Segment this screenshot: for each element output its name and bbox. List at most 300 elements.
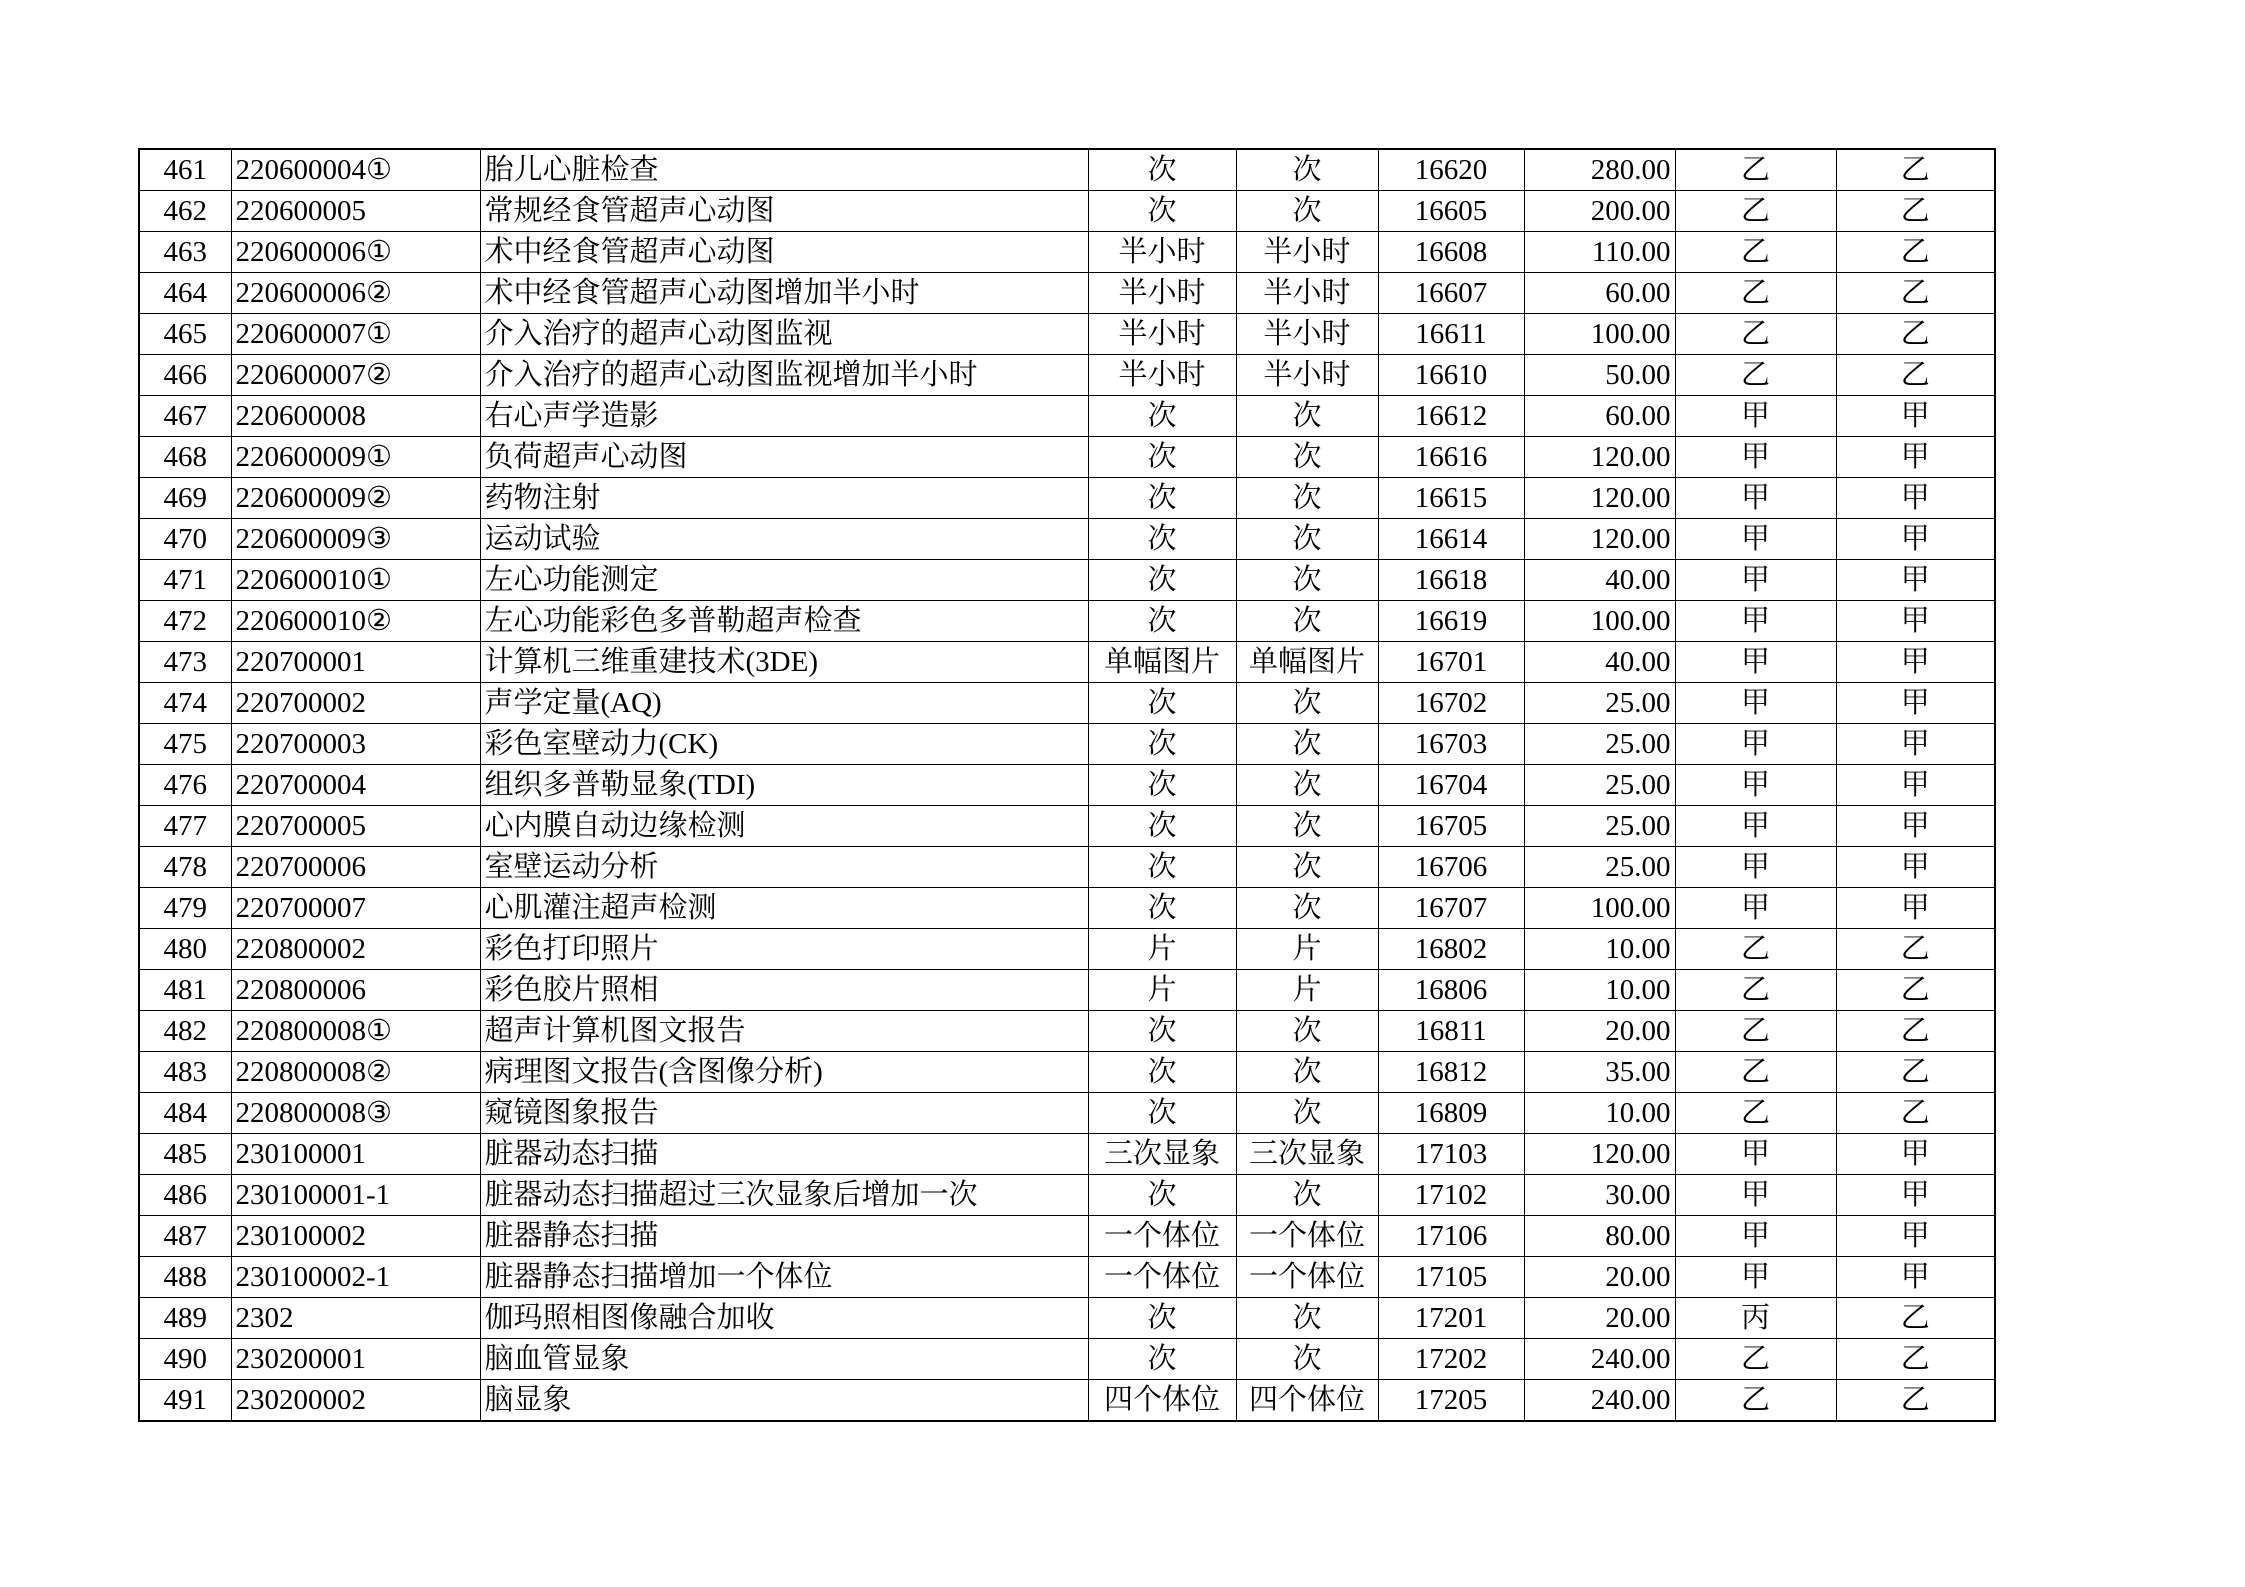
table-row — [139, 1134, 1995, 1175]
pricing-unit-cell: 片 — [1088, 929, 1236, 970]
row-number-cell: 472 — [139, 601, 231, 642]
price-cell: 20.00 — [1524, 1011, 1675, 1052]
price-cell: 10.00 — [1524, 1093, 1675, 1134]
item-name-cell: 常规经食管超声心动图 — [480, 191, 1088, 232]
item-code-cell: 220600010① — [231, 560, 480, 601]
billing-unit-cell: 次 — [1236, 847, 1378, 888]
category-a-cell: 甲 — [1675, 396, 1836, 437]
billing-unit-cell: 次 — [1236, 437, 1378, 478]
table-row — [139, 847, 1995, 888]
category-b-cell: 甲 — [1836, 683, 1995, 724]
item-serial-cell: 16703 — [1378, 724, 1524, 765]
item-name-cell: 介入治疗的超声心动图监视增加半小时 — [480, 355, 1088, 396]
category-a-cell: 乙 — [1675, 232, 1836, 273]
item-code-cell: 220600006② — [231, 273, 480, 314]
item-name-cell: 声学定量(AQ) — [480, 683, 1088, 724]
price-cell: 240.00 — [1524, 1380, 1675, 1422]
pricing-unit-cell: 三次显象 — [1088, 1134, 1236, 1175]
category-a-cell: 乙 — [1675, 970, 1836, 1011]
item-code-cell: 230200001 — [231, 1339, 480, 1380]
category-a-cell: 乙 — [1675, 929, 1836, 970]
category-b-cell: 甲 — [1836, 724, 1995, 765]
pricing-unit-cell: 四个体位 — [1088, 1380, 1236, 1422]
price-cell: 120.00 — [1524, 478, 1675, 519]
billing-unit-cell: 片 — [1236, 929, 1378, 970]
pricing-unit-cell: 次 — [1088, 437, 1236, 478]
pricing-unit-cell: 次 — [1088, 1011, 1236, 1052]
item-code-cell: 220700006 — [231, 847, 480, 888]
billing-unit-cell: 次 — [1236, 888, 1378, 929]
item-code-cell: 220600007① — [231, 314, 480, 355]
pricing-unit-cell: 次 — [1088, 478, 1236, 519]
item-name-cell: 彩色打印照片 — [480, 929, 1088, 970]
category-b-cell: 甲 — [1836, 1257, 1995, 1298]
billing-unit-cell: 半小时 — [1236, 355, 1378, 396]
item-code-cell: 220800008① — [231, 1011, 480, 1052]
row-number-cell: 461 — [139, 149, 231, 191]
category-b-cell: 甲 — [1836, 806, 1995, 847]
pricing-unit-cell: 次 — [1088, 191, 1236, 232]
item-code-cell: 220700001 — [231, 642, 480, 683]
item-serial-cell: 16612 — [1378, 396, 1524, 437]
price-cell: 60.00 — [1524, 273, 1675, 314]
category-b-cell: 甲 — [1836, 560, 1995, 601]
item-code-cell: 220700003 — [231, 724, 480, 765]
pricing-unit-cell: 次 — [1088, 847, 1236, 888]
category-b-cell: 甲 — [1836, 478, 1995, 519]
pricing-unit-cell: 片 — [1088, 970, 1236, 1011]
category-b-cell: 乙 — [1836, 314, 1995, 355]
billing-unit-cell: 半小时 — [1236, 314, 1378, 355]
price-cell: 50.00 — [1524, 355, 1675, 396]
billing-unit-cell: 次 — [1236, 519, 1378, 560]
item-code-cell: 220600009③ — [231, 519, 480, 560]
item-serial-cell: 17102 — [1378, 1175, 1524, 1216]
item-serial-cell: 16704 — [1378, 765, 1524, 806]
table-row — [139, 642, 1995, 683]
category-a-cell: 甲 — [1675, 560, 1836, 601]
price-cell: 25.00 — [1524, 724, 1675, 765]
category-a-cell: 甲 — [1675, 642, 1836, 683]
table-row — [139, 1011, 1995, 1052]
table-row — [139, 437, 1995, 478]
item-name-cell: 药物注射 — [480, 478, 1088, 519]
category-a-cell: 甲 — [1675, 1175, 1836, 1216]
item-name-cell: 室壁运动分析 — [480, 847, 1088, 888]
item-name-cell: 胎儿心脏检查 — [480, 149, 1088, 191]
row-number-cell: 489 — [139, 1298, 231, 1339]
row-number-cell: 473 — [139, 642, 231, 683]
item-code-cell: 220800002 — [231, 929, 480, 970]
category-b-cell: 甲 — [1836, 601, 1995, 642]
row-number-cell: 480 — [139, 929, 231, 970]
row-number-cell: 485 — [139, 1134, 231, 1175]
category-a-cell: 乙 — [1675, 1093, 1836, 1134]
row-number-cell: 474 — [139, 683, 231, 724]
table-row — [139, 683, 1995, 724]
item-serial-cell: 16812 — [1378, 1052, 1524, 1093]
price-cell: 100.00 — [1524, 314, 1675, 355]
row-number-cell: 465 — [139, 314, 231, 355]
row-number-cell: 481 — [139, 970, 231, 1011]
category-a-cell: 乙 — [1675, 355, 1836, 396]
item-code-cell: 220600004① — [231, 149, 480, 191]
item-code-cell: 220700007 — [231, 888, 480, 929]
category-a-cell: 乙 — [1675, 191, 1836, 232]
item-code-cell: 220800006 — [231, 970, 480, 1011]
pricing-unit-cell: 半小时 — [1088, 273, 1236, 314]
item-name-cell: 脏器动态扫描 — [480, 1134, 1088, 1175]
price-cell: 200.00 — [1524, 191, 1675, 232]
item-serial-cell: 16619 — [1378, 601, 1524, 642]
row-number-cell: 468 — [139, 437, 231, 478]
price-cell: 100.00 — [1524, 888, 1675, 929]
price-cell: 80.00 — [1524, 1216, 1675, 1257]
category-a-cell: 甲 — [1675, 683, 1836, 724]
item-serial-cell: 16706 — [1378, 847, 1524, 888]
billing-unit-cell: 次 — [1236, 1093, 1378, 1134]
category-b-cell: 乙 — [1836, 970, 1995, 1011]
row-number-cell: 479 — [139, 888, 231, 929]
item-name-cell: 伽玛照相图像融合加收 — [480, 1298, 1088, 1339]
category-a-cell: 甲 — [1675, 601, 1836, 642]
table-row — [139, 314, 1995, 355]
category-b-cell: 甲 — [1836, 642, 1995, 683]
pricing-unit-cell: 次 — [1088, 765, 1236, 806]
category-a-cell: 甲 — [1675, 1134, 1836, 1175]
pricing-unit-cell: 次 — [1088, 1298, 1236, 1339]
item-serial-cell: 16806 — [1378, 970, 1524, 1011]
category-b-cell: 甲 — [1836, 437, 1995, 478]
pricing-unit-cell: 半小时 — [1088, 355, 1236, 396]
table-row — [139, 888, 1995, 929]
pricing-unit-cell: 单幅图片 — [1088, 642, 1236, 683]
row-number-cell: 478 — [139, 847, 231, 888]
item-name-cell: 脏器静态扫描 — [480, 1216, 1088, 1257]
row-number-cell: 471 — [139, 560, 231, 601]
billing-unit-cell: 单幅图片 — [1236, 642, 1378, 683]
category-b-cell: 甲 — [1836, 396, 1995, 437]
pricing-unit-cell: 次 — [1088, 683, 1236, 724]
billing-unit-cell: 次 — [1236, 560, 1378, 601]
item-name-cell: 彩色胶片照相 — [480, 970, 1088, 1011]
price-cell: 25.00 — [1524, 683, 1675, 724]
category-b-cell: 乙 — [1836, 1298, 1995, 1339]
pricing-unit-cell: 一个体位 — [1088, 1216, 1236, 1257]
table-row — [139, 806, 1995, 847]
item-serial-cell: 16608 — [1378, 232, 1524, 273]
item-serial-cell: 17205 — [1378, 1380, 1524, 1422]
billing-unit-cell: 次 — [1236, 191, 1378, 232]
item-name-cell: 窥镜图象报告 — [480, 1093, 1088, 1134]
price-cell: 280.00 — [1524, 149, 1675, 191]
price-cell: 40.00 — [1524, 560, 1675, 601]
category-a-cell: 甲 — [1675, 888, 1836, 929]
table-row — [139, 1298, 1995, 1339]
price-cell: 240.00 — [1524, 1339, 1675, 1380]
item-code-cell: 220600008 — [231, 396, 480, 437]
category-a-cell: 乙 — [1675, 273, 1836, 314]
category-a-cell: 乙 — [1675, 149, 1836, 191]
category-a-cell: 甲 — [1675, 806, 1836, 847]
item-serial-cell: 17106 — [1378, 1216, 1524, 1257]
billing-unit-cell: 次 — [1236, 724, 1378, 765]
pricing-unit-cell: 一个体位 — [1088, 1257, 1236, 1298]
category-a-cell: 乙 — [1675, 314, 1836, 355]
pricing-unit-cell: 次 — [1088, 560, 1236, 601]
item-name-cell: 脑血管显象 — [480, 1339, 1088, 1380]
item-serial-cell: 16705 — [1378, 806, 1524, 847]
pricing-unit-cell: 次 — [1088, 1052, 1236, 1093]
category-a-cell: 甲 — [1675, 478, 1836, 519]
category-a-cell: 甲 — [1675, 1257, 1836, 1298]
billing-unit-cell: 次 — [1236, 1052, 1378, 1093]
table-row — [139, 1339, 1995, 1380]
item-serial-cell: 16702 — [1378, 683, 1524, 724]
category-b-cell: 乙 — [1836, 1052, 1995, 1093]
item-name-cell: 脏器静态扫描增加一个体位 — [480, 1257, 1088, 1298]
pricing-unit-cell: 次 — [1088, 1093, 1236, 1134]
pricing-unit-cell: 次 — [1088, 806, 1236, 847]
item-name-cell: 计算机三维重建技术(3DE) — [480, 642, 1088, 683]
table-row — [139, 191, 1995, 232]
item-serial-cell: 16611 — [1378, 314, 1524, 355]
category-b-cell: 甲 — [1836, 888, 1995, 929]
billing-unit-cell: 半小时 — [1236, 232, 1378, 273]
billing-unit-cell: 次 — [1236, 1175, 1378, 1216]
item-code-cell: 220600010② — [231, 601, 480, 642]
row-number-cell: 482 — [139, 1011, 231, 1052]
price-cell: 30.00 — [1524, 1175, 1675, 1216]
item-code-cell: 230200002 — [231, 1380, 480, 1422]
item-serial-cell: 16811 — [1378, 1011, 1524, 1052]
item-serial-cell: 16802 — [1378, 929, 1524, 970]
category-b-cell: 乙 — [1836, 929, 1995, 970]
item-code-cell: 220600005 — [231, 191, 480, 232]
item-name-cell: 脏器动态扫描超过三次显象后增加一次 — [480, 1175, 1088, 1216]
item-serial-cell: 16607 — [1378, 273, 1524, 314]
row-number-cell: 469 — [139, 478, 231, 519]
item-name-cell: 右心声学造影 — [480, 396, 1088, 437]
category-b-cell: 甲 — [1836, 1216, 1995, 1257]
billing-unit-cell: 次 — [1236, 1011, 1378, 1052]
item-name-cell: 彩色室壁动力(CK) — [480, 724, 1088, 765]
row-number-cell: 484 — [139, 1093, 231, 1134]
billing-unit-cell: 次 — [1236, 149, 1378, 191]
price-cell: 20.00 — [1524, 1298, 1675, 1339]
pricing-unit-cell: 次 — [1088, 1175, 1236, 1216]
category-b-cell: 甲 — [1836, 519, 1995, 560]
category-a-cell: 乙 — [1675, 1339, 1836, 1380]
item-name-cell: 介入治疗的超声心动图监视 — [480, 314, 1088, 355]
pricing-unit-cell: 次 — [1088, 396, 1236, 437]
price-cell: 10.00 — [1524, 970, 1675, 1011]
item-name-cell: 心内膜自动边缘检测 — [480, 806, 1088, 847]
category-b-cell: 乙 — [1836, 1093, 1995, 1134]
billing-unit-cell: 次 — [1236, 1339, 1378, 1380]
table-row — [139, 396, 1995, 437]
table-row — [139, 1257, 1995, 1298]
billing-unit-cell: 一个体位 — [1236, 1216, 1378, 1257]
item-serial-cell: 17201 — [1378, 1298, 1524, 1339]
row-number-cell: 463 — [139, 232, 231, 273]
billing-unit-cell: 次 — [1236, 601, 1378, 642]
category-a-cell: 乙 — [1675, 1052, 1836, 1093]
row-number-cell: 470 — [139, 519, 231, 560]
table-row — [139, 1175, 1995, 1216]
table-row — [139, 478, 1995, 519]
item-serial-cell: 16620 — [1378, 149, 1524, 191]
billing-unit-cell: 一个体位 — [1236, 1257, 1378, 1298]
row-number-cell: 464 — [139, 273, 231, 314]
item-serial-cell: 17105 — [1378, 1257, 1524, 1298]
price-cell: 120.00 — [1524, 1134, 1675, 1175]
category-b-cell: 乙 — [1836, 191, 1995, 232]
row-number-cell: 462 — [139, 191, 231, 232]
item-serial-cell: 16614 — [1378, 519, 1524, 560]
category-a-cell: 丙 — [1675, 1298, 1836, 1339]
category-a-cell: 甲 — [1675, 519, 1836, 560]
table-row — [139, 273, 1995, 314]
pricing-unit-cell: 次 — [1088, 519, 1236, 560]
table-row — [139, 601, 1995, 642]
billing-unit-cell: 四个体位 — [1236, 1380, 1378, 1422]
item-serial-cell: 16605 — [1378, 191, 1524, 232]
row-number-cell: 487 — [139, 1216, 231, 1257]
price-cell: 25.00 — [1524, 847, 1675, 888]
price-cell: 25.00 — [1524, 806, 1675, 847]
category-a-cell: 甲 — [1675, 437, 1836, 478]
table-row — [139, 519, 1995, 560]
row-number-cell: 475 — [139, 724, 231, 765]
item-code-cell: 230100002-1 — [231, 1257, 480, 1298]
category-b-cell: 甲 — [1836, 847, 1995, 888]
item-name-cell: 术中经食管超声心动图 — [480, 232, 1088, 273]
item-name-cell: 超声计算机图文报告 — [480, 1011, 1088, 1052]
table-row — [139, 1380, 1995, 1422]
row-number-cell: 483 — [139, 1052, 231, 1093]
item-name-cell: 组织多普勒显象(TDI) — [480, 765, 1088, 806]
item-code-cell: 230100002 — [231, 1216, 480, 1257]
item-code-cell: 2302 — [231, 1298, 480, 1339]
item-name-cell: 脑显象 — [480, 1380, 1088, 1422]
billing-unit-cell: 三次显象 — [1236, 1134, 1378, 1175]
billing-unit-cell: 次 — [1236, 683, 1378, 724]
category-a-cell: 甲 — [1675, 1216, 1836, 1257]
category-b-cell: 乙 — [1836, 1339, 1995, 1380]
table-row — [139, 765, 1995, 806]
price-cell: 110.00 — [1524, 232, 1675, 273]
item-code-cell: 220700002 — [231, 683, 480, 724]
category-a-cell: 甲 — [1675, 724, 1836, 765]
table-row — [139, 232, 1995, 273]
table-row — [139, 724, 1995, 765]
billing-unit-cell: 半小时 — [1236, 273, 1378, 314]
row-number-cell: 477 — [139, 806, 231, 847]
row-number-cell: 490 — [139, 1339, 231, 1380]
table-row — [139, 149, 1995, 191]
table-row — [139, 970, 1995, 1011]
item-serial-cell: 16707 — [1378, 888, 1524, 929]
price-cell: 10.00 — [1524, 929, 1675, 970]
category-b-cell: 甲 — [1836, 765, 1995, 806]
item-code-cell: 220600009① — [231, 437, 480, 478]
pricing-unit-cell: 半小时 — [1088, 314, 1236, 355]
price-table — [138, 148, 1996, 1422]
category-b-cell: 乙 — [1836, 232, 1995, 273]
item-code-cell: 220600006① — [231, 232, 480, 273]
table-body — [139, 149, 1995, 1421]
item-code-cell: 230100001-1 — [231, 1175, 480, 1216]
billing-unit-cell: 次 — [1236, 765, 1378, 806]
item-name-cell: 运动试验 — [480, 519, 1088, 560]
billing-unit-cell: 次 — [1236, 1298, 1378, 1339]
row-number-cell: 491 — [139, 1380, 231, 1422]
item-code-cell: 220700004 — [231, 765, 480, 806]
category-b-cell: 甲 — [1836, 1175, 1995, 1216]
item-serial-cell: 16615 — [1378, 478, 1524, 519]
price-cell: 100.00 — [1524, 601, 1675, 642]
pricing-unit-cell: 次 — [1088, 888, 1236, 929]
table-row — [139, 1052, 1995, 1093]
item-code-cell: 220800008③ — [231, 1093, 480, 1134]
category-a-cell: 乙 — [1675, 1011, 1836, 1052]
item-name-cell: 左心功能彩色多普勒超声检查 — [480, 601, 1088, 642]
item-code-cell: 220700005 — [231, 806, 480, 847]
category-b-cell: 甲 — [1836, 1134, 1995, 1175]
price-cell: 35.00 — [1524, 1052, 1675, 1093]
billing-unit-cell: 次 — [1236, 806, 1378, 847]
item-name-cell: 术中经食管超声心动图增加半小时 — [480, 273, 1088, 314]
item-code-cell: 220600007② — [231, 355, 480, 396]
category-b-cell: 乙 — [1836, 1011, 1995, 1052]
row-number-cell: 488 — [139, 1257, 231, 1298]
category-b-cell: 乙 — [1836, 149, 1995, 191]
item-name-cell: 左心功能测定 — [480, 560, 1088, 601]
price-cell: 25.00 — [1524, 765, 1675, 806]
item-serial-cell: 17103 — [1378, 1134, 1524, 1175]
price-cell: 40.00 — [1524, 642, 1675, 683]
table-row — [139, 1093, 1995, 1134]
category-a-cell: 乙 — [1675, 1380, 1836, 1422]
table-row — [139, 355, 1995, 396]
row-number-cell: 486 — [139, 1175, 231, 1216]
pricing-unit-cell: 次 — [1088, 601, 1236, 642]
category-b-cell: 乙 — [1836, 1380, 1995, 1422]
item-code-cell: 230100001 — [231, 1134, 480, 1175]
category-b-cell: 乙 — [1836, 273, 1995, 314]
item-code-cell: 220600009② — [231, 478, 480, 519]
category-a-cell: 甲 — [1675, 847, 1836, 888]
item-name-cell: 心肌灌注超声检测 — [480, 888, 1088, 929]
item-code-cell: 220800008② — [231, 1052, 480, 1093]
row-number-cell: 476 — [139, 765, 231, 806]
pricing-unit-cell: 次 — [1088, 149, 1236, 191]
item-name-cell: 负荷超声心动图 — [480, 437, 1088, 478]
category-b-cell: 乙 — [1836, 355, 1995, 396]
item-serial-cell: 16618 — [1378, 560, 1524, 601]
category-a-cell: 甲 — [1675, 765, 1836, 806]
price-cell: 120.00 — [1524, 437, 1675, 478]
price-cell: 120.00 — [1524, 519, 1675, 560]
pricing-unit-cell: 半小时 — [1088, 232, 1236, 273]
item-serial-cell: 17202 — [1378, 1339, 1524, 1380]
item-name-cell: 病理图文报告(含图像分析) — [480, 1052, 1088, 1093]
billing-unit-cell: 次 — [1236, 396, 1378, 437]
row-number-cell: 466 — [139, 355, 231, 396]
price-cell: 20.00 — [1524, 1257, 1675, 1298]
price-cell: 60.00 — [1524, 396, 1675, 437]
